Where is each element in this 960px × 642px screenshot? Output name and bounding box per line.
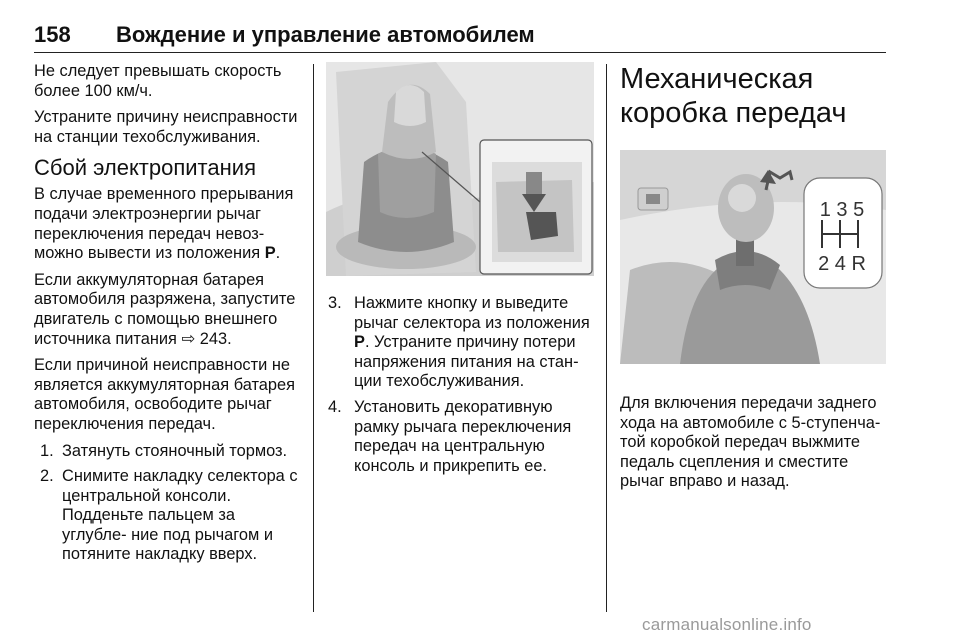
selector-lever-figure — [326, 62, 594, 276]
column-middle — [326, 62, 594, 482]
list-item: 2. Снимите накладку селектора с центральной консоли. Подденьте пальцем за углубле- ние под рычагом и потяните накладку вверх. — [40, 467, 298, 564]
section-heading: Механическая коробка передач — [620, 63, 847, 129]
column-right — [620, 62, 886, 499]
paragraph: Если причиной неисправности не является аккумуляторная батарея автомобиля, освободите рычаг переключения передач. — [34, 356, 296, 433]
list-item: 1. Затянуть стояночный тормоз. — [40, 441, 288, 460]
shift-pattern-top: 1 3 5 — [819, 199, 865, 221]
paragraph: Устраните причину неисправности на станции техобслуживания. — [34, 108, 298, 146]
paragraph: Для включения передачи заднего хода на автомобиле с 5-ступенча- той коробкой передач выжмите педаль сцепления и сместите рычаг вправо и назад. — [620, 394, 881, 491]
column-left — [34, 62, 302, 571]
section-heading: Сбой электропитания — [34, 155, 256, 181]
column-divider — [606, 64, 607, 612]
paragraph: Если аккумуляторная батарея автомобиля разряжена, запустите двигатель с помощью внешнего источника питания ⇨ 243. — [34, 270, 296, 348]
watermark: carmanualsonline.info — [642, 615, 812, 634]
page-header — [34, 22, 886, 53]
list-item: 3. Нажмите кнопку и выведите рычаг селектора из положения P. Устраните причину потери напряжения питания на стан- ции техобслуживания. — [328, 294, 590, 391]
page-title: Вождение и управление автомобилем — [116, 22, 535, 47]
paragraph: В случае временного прерывания подачи электроэнергии рычаг переключения передач невоз- можно вывести из положения P. — [34, 185, 294, 263]
page-reference[interactable]: 243. — [195, 329, 232, 348]
paragraph: Не следует превышать скорость более 100 км/ч. — [34, 62, 282, 100]
page-reference-icon: ⇨ — [181, 329, 196, 348]
shift-pattern-bottom: 2 4 R — [818, 253, 866, 275]
list-item: 4. Установить декоративную рамку рычага переключения передач на центральную консоль и прикрепить ее. — [328, 397, 572, 475]
page-number: 158 — [34, 22, 71, 47]
column-divider — [313, 64, 314, 612]
manual-gearbox-figure — [620, 150, 886, 364]
